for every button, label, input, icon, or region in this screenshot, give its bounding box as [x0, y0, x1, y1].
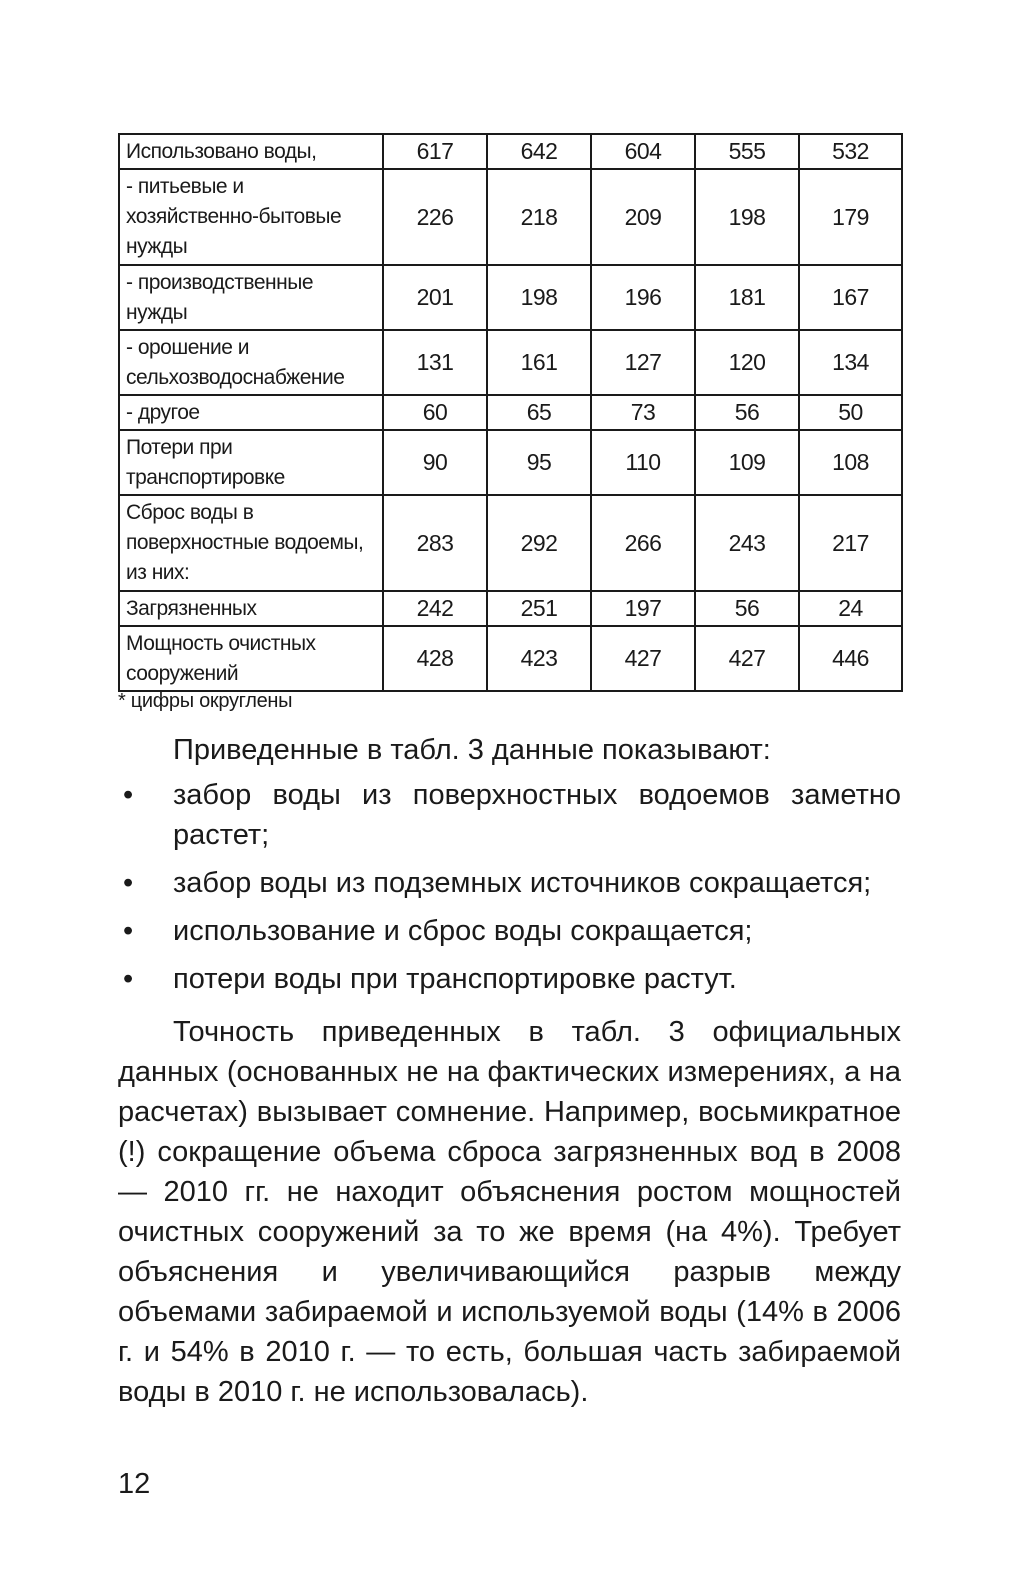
table-row — [119, 134, 902, 169]
table-cell: 50 — [799, 395, 902, 430]
bullet-marker: • — [123, 867, 134, 899]
findings-list — [118, 775, 901, 1007]
body-paragraph: Точность приведенных в табл. 3 официальных данных (основанных не на фактических измерениях, а на расчетах) вызывает сомнение. Например, восьмикратное (!) сокращение объема сброса загрязненных вод в 2008 — 2010 гг. не находит объяснения ростом мощностей очистных сооружений за то же время (на 4%). Требует объяснения и увеличивающийся разрыв между объемами забираемой и используемой воды (14% в 2006 г. и 54% в 2010 г. — то есть, большая часть забираемой воды в 2010 г. не использовалась). — [118, 1016, 901, 1408]
table-cell: 110 — [591, 430, 695, 495]
intro-sentence: Приведенные в табл. 3 данные показывают: — [173, 734, 771, 766]
table-cell: 423 — [487, 626, 591, 691]
table-row — [119, 395, 902, 430]
bullet-marker: • — [123, 963, 134, 995]
table-cell: 242 — [383, 591, 487, 626]
table-cell: 266 — [591, 495, 695, 591]
table-cell: 226 — [383, 169, 487, 265]
table-row — [119, 265, 902, 330]
table-cell: 56 — [695, 591, 799, 626]
list-item — [118, 775, 901, 855]
table-cell: 532 — [799, 134, 902, 169]
bullet-marker: • — [123, 915, 134, 947]
list-item-text: потери воды при транспортировке растут. — [173, 963, 737, 995]
table-cell: 283 — [383, 495, 487, 591]
table-cell: 427 — [591, 626, 695, 691]
table-cell: 56 — [695, 395, 799, 430]
table-cell: 251 — [487, 591, 591, 626]
table-cell: 65 — [487, 395, 591, 430]
table-cell: 108 — [799, 430, 902, 495]
table-cell: 90 — [383, 430, 487, 495]
list-item — [118, 959, 901, 999]
list-item-text: использование и сброс воды сокращается; — [173, 915, 753, 947]
table-body — [119, 134, 902, 691]
table-cell: 196 — [591, 265, 695, 330]
table-cell: 217 — [799, 495, 902, 591]
table-cell: 161 — [487, 330, 591, 395]
table-cell: 292 — [487, 495, 591, 591]
table-cell: 181 — [695, 265, 799, 330]
row-label: - питьевые и хозяйственно-бытовые нужды — [119, 169, 383, 265]
row-label: Сброс воды в поверхностные водоемы, из них: — [119, 495, 383, 591]
table-cell: 197 — [591, 591, 695, 626]
table-cell: 642 — [487, 134, 591, 169]
row-label: Использовано воды, — [119, 134, 383, 169]
table-cell: 243 — [695, 495, 799, 591]
row-label: - другое — [119, 395, 383, 430]
table-row — [119, 330, 902, 395]
row-label: Мощность очистных сооружений — [119, 626, 383, 691]
table-cell: 60 — [383, 395, 487, 430]
table-row — [119, 626, 902, 691]
table-cell: 95 — [487, 430, 591, 495]
list-item-text: забор воды из поверхностных водоемов заметно растет; — [173, 779, 901, 851]
table-cell: 198 — [695, 169, 799, 265]
table-cell: 131 — [383, 330, 487, 395]
table-cell: 73 — [591, 395, 695, 430]
row-label: Потери при транспортировке — [119, 430, 383, 495]
table-cell: 427 — [695, 626, 799, 691]
list-item-text: забор воды из подземных источников сокращается; — [173, 867, 872, 899]
table-row — [119, 495, 902, 591]
table-cell: 134 — [799, 330, 902, 395]
table-row — [119, 430, 902, 495]
table-row — [119, 169, 902, 265]
table-footnote: * цифры округлены — [118, 690, 293, 712]
table-cell: 167 — [799, 265, 902, 330]
table-cell: 218 — [487, 169, 591, 265]
table-cell: 201 — [383, 265, 487, 330]
table-row — [119, 591, 902, 626]
table-cell: 428 — [383, 626, 487, 691]
row-label: - производственные нужды — [119, 265, 383, 330]
list-item — [118, 863, 901, 903]
table-cell: 198 — [487, 265, 591, 330]
table-cell: 446 — [799, 626, 902, 691]
table-cell: 179 — [799, 169, 902, 265]
table-cell: 109 — [695, 430, 799, 495]
water-usage-table — [118, 133, 903, 692]
table-cell: 127 — [591, 330, 695, 395]
table-cell: 120 — [695, 330, 799, 395]
table-cell: 555 — [695, 134, 799, 169]
table-cell: 617 — [383, 134, 487, 169]
table-cell: 604 — [591, 134, 695, 169]
bullet-marker: • — [123, 779, 134, 811]
list-item — [118, 911, 901, 951]
row-label: Загрязненных — [119, 591, 383, 626]
table-cell: 24 — [799, 591, 902, 626]
page-number: 12 — [118, 1468, 151, 1500]
row-label: - орошение и сельхозводоснабжение — [119, 330, 383, 395]
table-cell: 209 — [591, 169, 695, 265]
